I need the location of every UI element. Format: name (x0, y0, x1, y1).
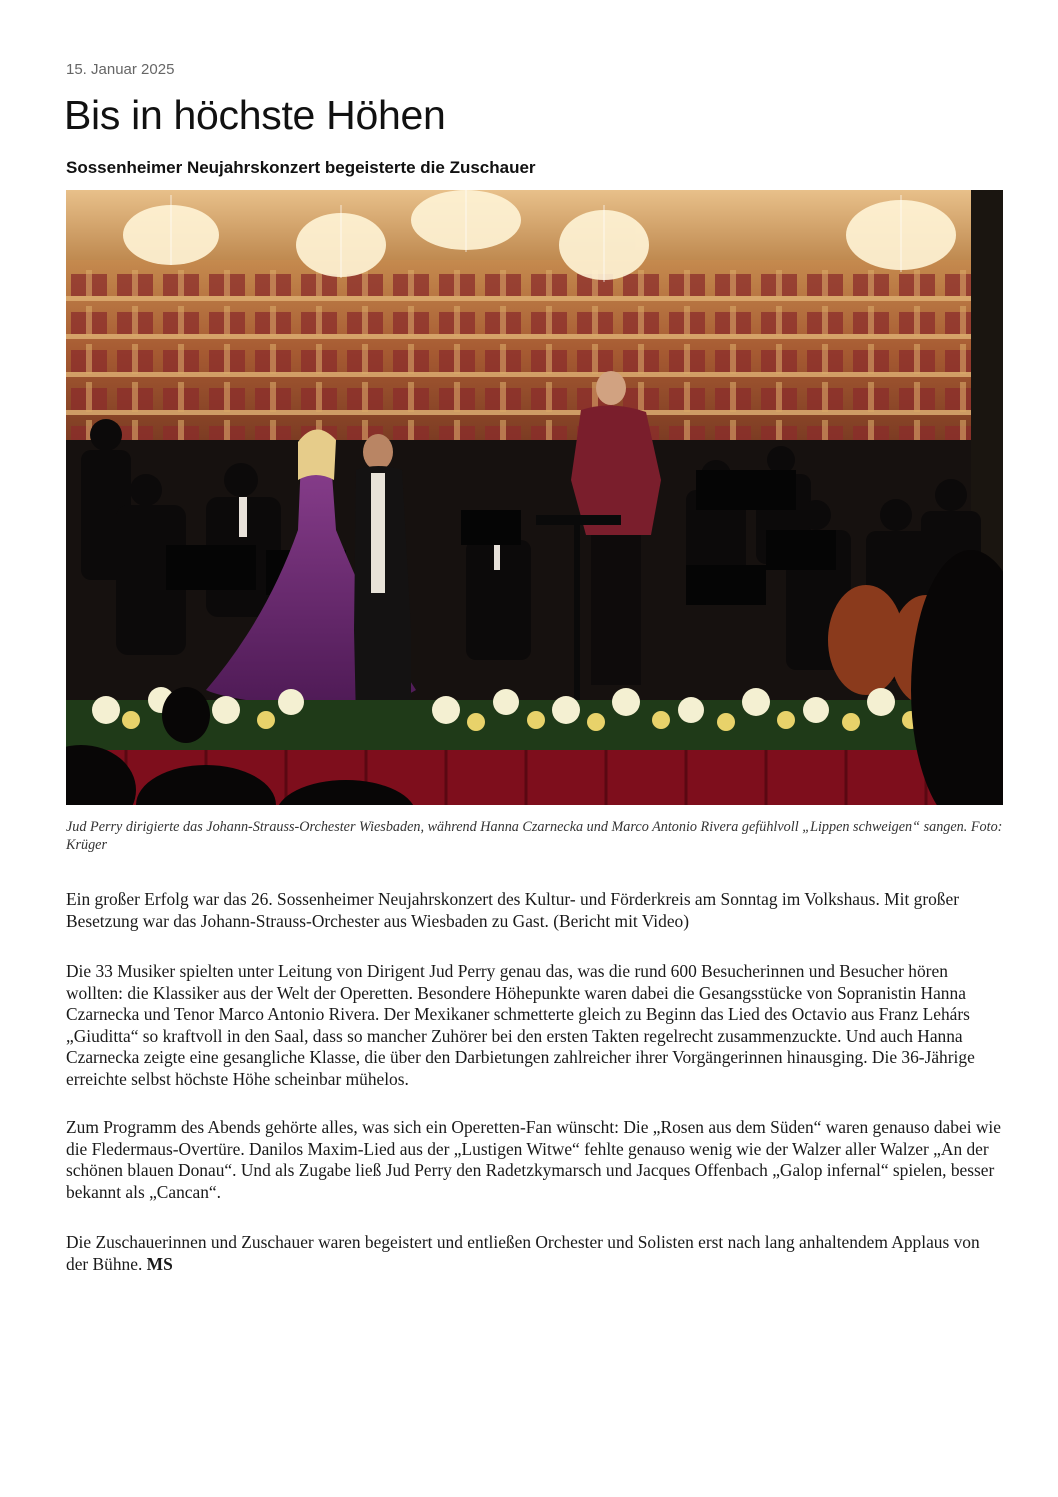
concert-photo-illustration (66, 190, 1003, 805)
article-date: 15. Januar 2025 (66, 61, 175, 78)
author-byline: MS (146, 1253, 173, 1274)
body-paragraph-1: Ein großer Erfolg war das 26. Sossenheimer Neujahrskonzert des Kultur- und Förderkreis am Sonntag im Volkshaus. Mit großer Besetzung war das Johann-Strauss-Orchester aus Wiesbaden zu Gast. (Bericht mit Video) (66, 889, 960, 931)
body-paragraph-4-text: Die Zuschauerinnen und Zuschauer waren begeistert und entließen Orchester und Solisten erst nach lang anhaltendem Applaus von der Bühne. (66, 1232, 980, 1274)
article-subheadline: Sossenheimer Neujahrskonzert begeisterte die Zuschauer (66, 158, 536, 177)
body-paragraph-4 (66, 1232, 1003, 1275)
article-photo (66, 190, 1003, 805)
body-paragraph-3: Zum Programm des Abends gehörte alles, was sich ein Operetten-Fan wünscht: Die „Rosen aus dem Süden“ waren genauso dabei wie die Fledermaus-Overtüre. Danilos Maxim-Lied aus der „Lustigen Witwe“ fehlte genauso wenig wie der Walzer aller Walzer „An der schönen blauen Donau“. Und als Zugabe ließ Jud Perry den Radetzkymarsch und Jacques Offenbach „Galop infernal“ spielen, besser bekannt als „Cancan“. (66, 1117, 1001, 1202)
photo-caption: Jud Perry dirigierte das Johann-Strauss-Orchester Wiesbaden, während Hanna Czarnecka und Marco Antonio Rivera gefühlvoll „Lippen schweigen“ sangen. Foto: Krüger (66, 819, 1003, 853)
article-headline: Bis in höchste Höhen (64, 92, 446, 138)
body-paragraph-2: Die 33 Musiker spielten unter Leitung von Dirigent Jud Perry genau das, was die rund 600 Besucherinnen und Besucher hören wollten: die Klassiker aus der Welt der Operetten. Besondere Höhepunkte waren dabei die Gesangsstücke von Sopranistin Hanna Czarnecka und Tenor Marco Antonio Rivera. Der Mexikaner schmetterte gleich zu Beginn das Lied des Octavio aus Franz Lehárs „Giuditta“ so kraftvoll in den Saal, dass so mancher Zuhörer bei den ersten Takten regelrecht zusammenzuckte. Und auch Hanna Czarnecka zeigte eine gesangliche Klasse, die über den Darbietungen zahlreicher ihrer Vorgängerinnen hinausging. Die 36-Jährige erreichte selbst höchste Höhe scheinbar mühelos. (66, 961, 975, 1089)
